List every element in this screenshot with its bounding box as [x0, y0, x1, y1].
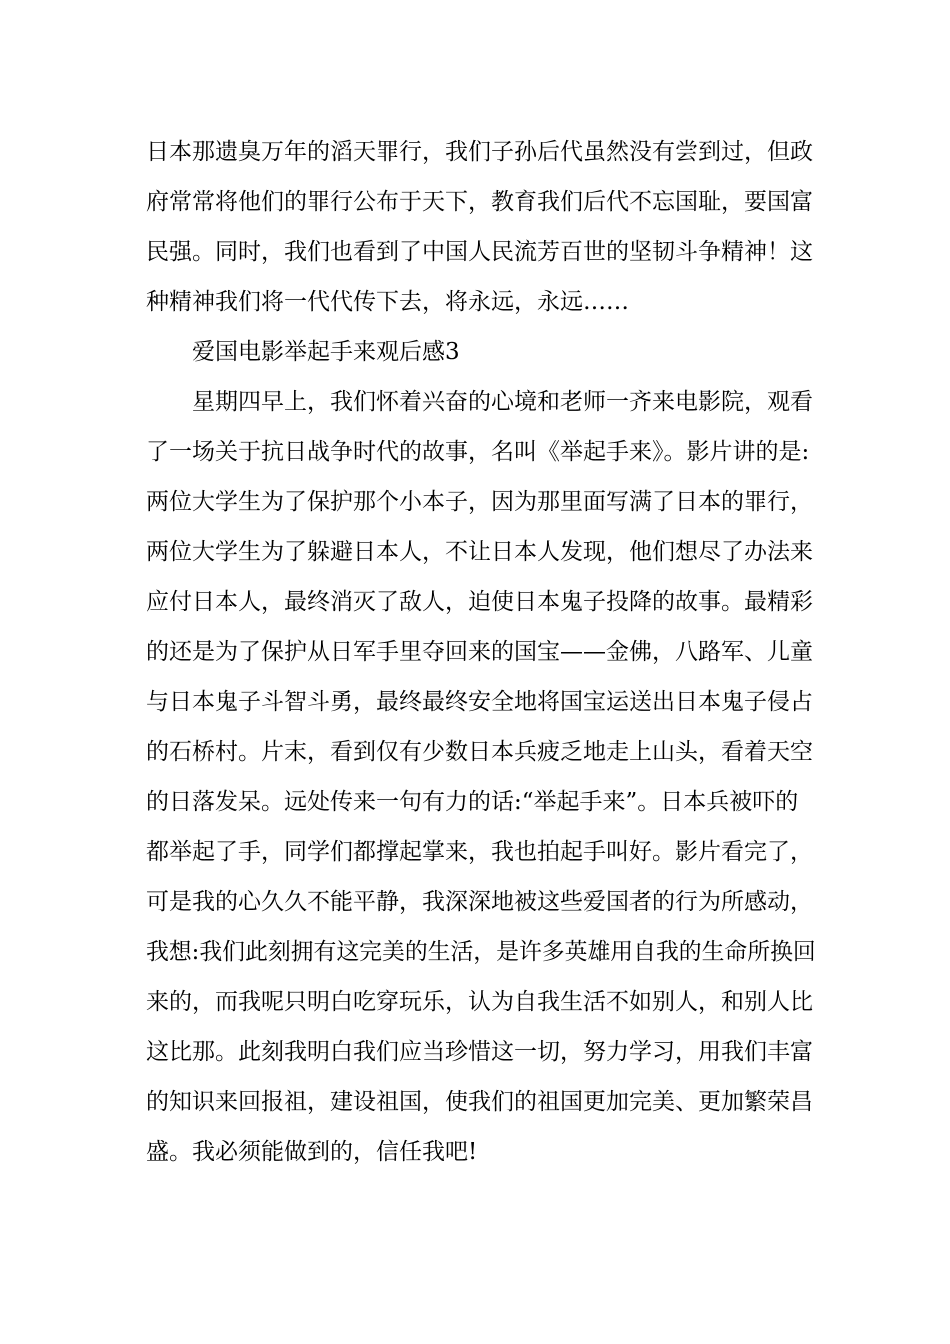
text-line: 应付日本人，最终消灭了敌人，迫使日本鬼子投降的故事。最精彩 — [146, 589, 813, 615]
text-line: 日本那遗臭万年的滔天罪行，我们子孙后代虽然没有尝到过，但政 — [146, 139, 813, 165]
text-line: 的还是为了保护从日军手里夺回来的国宝——金佛，八路军、儿童 — [146, 639, 813, 665]
section-heading: 爱国电影举起手来观后感3 — [192, 339, 460, 365]
text-line: 与日本鬼子斗智斗勇，最终最终安全地将国宝运送出日本鬼子侵占 — [146, 689, 813, 715]
text-line: 可是我的心久久不能平静，我深深地被这些爱国者的行为所感动， — [146, 889, 813, 915]
text-line: 的知识来回报祖，建设祖国，使我们的祖国更加完美、更加繁荣昌 — [146, 1089, 813, 1115]
text-line: 盛。我必须能做到的，信任我吧! — [146, 1139, 478, 1165]
text-line: 两位大学生为了躲避日本人，不让日本人发现，他们想尽了办法来 — [146, 539, 813, 565]
text-line: 的石桥村。片末，看到仅有少数日本兵疲乏地走上山头，看着天空 — [146, 739, 813, 765]
text-line: 府常常将他们的罪行公布于天下，教育我们后代不忘国耻，要国富 — [146, 189, 813, 215]
text-line: 星期四早上，我们怀着兴奋的心境和老师一齐来电影院，观看 — [192, 389, 813, 415]
text-line: 的日落发呆。远处传来一句有力的话:“举起手来”。日本兵被吓的 — [146, 789, 799, 815]
text-line: 民强。同时，我们也看到了中国人民流芳百世的坚韧斗争精神！这 — [146, 239, 813, 265]
text-line: 两位大学生为了保护那个小本子，因为那里面写满了日本的罪行， — [146, 489, 813, 515]
text-line: 都举起了手，同学们都撑起掌来，我也拍起手叫好。影片看完了， — [146, 839, 813, 865]
text-line: 这比那。此刻我明白我们应当珍惜这一切，努力学习，用我们丰富 — [146, 1039, 813, 1065]
text-line: 我想:我们此刻拥有这完美的生活，是许多英雄用自我的生命所换回 — [146, 939, 816, 965]
text-line: 了一场关于抗日战争时代的故事，名叫《举起手来》。影片讲的是: — [146, 439, 810, 465]
text-line: 种精神我们将一代代传下去，将永远，永远…… — [146, 289, 629, 315]
text-line: 来的，而我呢只明白吃穿玩乐，认为自我生活不如别人，和别人比 — [146, 989, 813, 1015]
